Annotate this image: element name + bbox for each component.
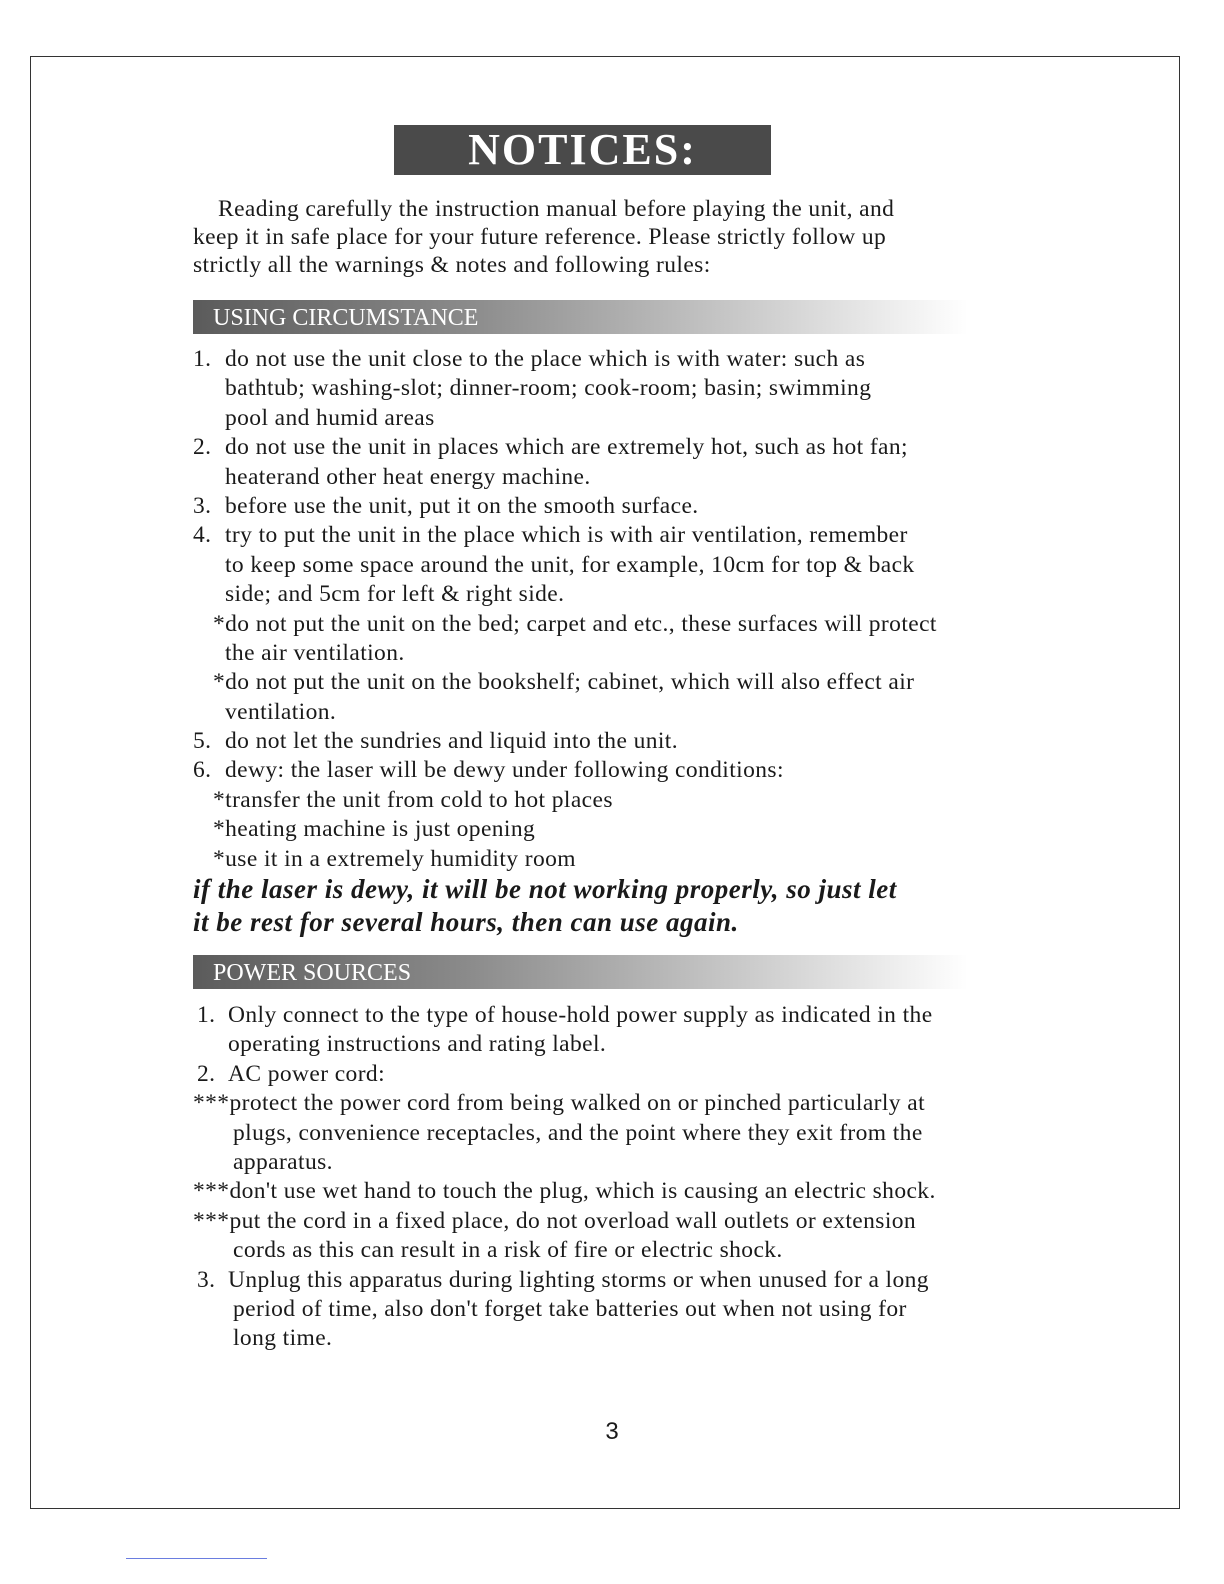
- item-number: 2.: [193, 434, 212, 461]
- bullet-text: ***protect the power cord from being walked on or pinched particularly at: [193, 1090, 925, 1117]
- item-number: 3.: [197, 1266, 216, 1293]
- item-text: cords as this can result in a risk of fire or electric shock.: [233, 1237, 783, 1264]
- item-text: pool and humid areas: [225, 404, 435, 431]
- item-text: Unplug this apparatus during lighting storms or when unused for a long: [228, 1266, 929, 1293]
- item-number: 1.: [193, 346, 212, 372]
- item-number: 3.: [193, 492, 212, 519]
- item-text: period of time, also don't forget take batteries out when not using for: [233, 1295, 907, 1322]
- bullet-text: *do not put the unit on the bed; carpet and etc., these surfaces will protect: [213, 610, 937, 637]
- section-heading-power-sources: POWER SOURCES: [193, 955, 968, 989]
- bullet-text: *transfer the unit from cold to hot places: [213, 786, 613, 813]
- bullet-text: ***don't use wet hand to touch the plug, which is causing an electric shock.: [193, 1178, 936, 1205]
- item-text: do not use the unit in places which are extremely hot, such as hot fan;: [225, 434, 908, 461]
- intro-paragraph: [193, 195, 894, 279]
- item-text: to keep some space around the unit, for example, 10cm for top & back: [225, 551, 915, 578]
- intro-line: Reading carefully the instruction manual before playing the unit, and: [218, 196, 895, 222]
- item-text: ventilation.: [225, 698, 337, 725]
- item-text: the air ventilation.: [225, 639, 405, 666]
- section-heading-using-circumstance: USING CIRCUMSTANCE: [193, 300, 968, 334]
- note-line: it be rest for several hours, then can use again.: [193, 907, 739, 937]
- item-number: 6.: [193, 757, 212, 784]
- page-number: 3: [605, 1418, 619, 1445]
- bullet-text: *use it in a extremely humidity room: [213, 845, 576, 872]
- note-line: if the laser is dewy, it will be not working properly, so just let: [193, 874, 897, 904]
- item-text: AC power cord:: [228, 1060, 386, 1087]
- item-text: apparatus.: [233, 1148, 333, 1175]
- intro-line: keep it in safe place for your future reference. Please strictly follow up: [193, 224, 887, 250]
- item-text: heaterand other heat energy machine.: [225, 463, 591, 490]
- bullet-text: *heating machine is just opening: [213, 816, 536, 843]
- item-text: do not use the unit close to the place which is with water: such as: [225, 346, 866, 372]
- item-number: 4.: [193, 522, 212, 549]
- item-text: Only connect to the type of house-hold power supply as indicated in the: [228, 1002, 933, 1028]
- dew-warning-note: [193, 873, 897, 939]
- item-number: 1.: [197, 1002, 216, 1028]
- item-text: try to put the unit in the place which is with air ventilation, remember: [225, 522, 908, 549]
- item-number: 2.: [197, 1060, 216, 1087]
- item-text: plugs, convenience receptacles, and the point where they exit from the: [233, 1119, 923, 1146]
- bullet-text: ***put the cord in a fixed place, do not overload wall outlets or extension: [193, 1207, 917, 1234]
- item-text: long time.: [233, 1325, 333, 1352]
- item-text: dewy: the laser will be dewy under following conditions:: [225, 757, 784, 784]
- item-text: bathtub; washing-slot; dinner-room; cook-room; basin; swimming: [225, 375, 872, 402]
- page-title: NOTICES:: [394, 125, 771, 175]
- item-text: operating instructions and rating label.: [228, 1031, 607, 1058]
- footer-divider: [126, 1558, 267, 1559]
- bullet-text: *do not put the unit on the bookshelf; cabinet, which will also effect air: [213, 669, 915, 696]
- item-text: do not let the sundries and liquid into the unit.: [225, 728, 678, 755]
- item-text: before use the unit, put it on the smooth surface.: [225, 492, 699, 519]
- intro-line: strictly all the warnings & notes and following rules:: [193, 252, 711, 278]
- item-text: side; and 5cm for left & right side.: [225, 581, 565, 608]
- item-number: 5.: [193, 728, 212, 755]
